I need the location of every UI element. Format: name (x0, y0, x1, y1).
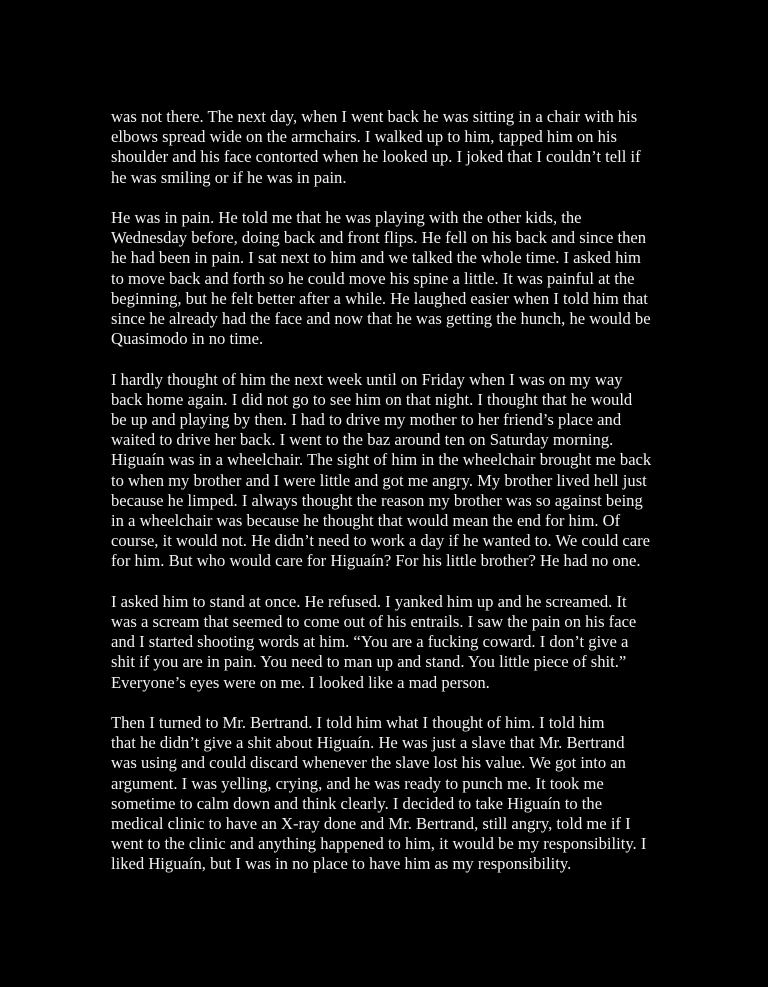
text-line: went to the clinic and anything happened to him, it would be my responsibility. I (111, 834, 647, 854)
paragraph-2 (111, 208, 659, 349)
text-line: waited to drive her back. I went to the baz around ten on Saturday morning. (111, 430, 614, 450)
text-line: Higuaín was in a wheelchair. The sight of him in the wheelchair brought me back (111, 450, 652, 470)
text-line: shit if you are in pain. You need to man up and stand. You little piece of shit.” (111, 652, 627, 672)
text-line: Wednesday before, doing back and front flips. He fell on his back and since then (111, 228, 647, 248)
text-line: Quasimodo in no time. (111, 329, 264, 349)
text-line: since he already had the face and now that he was getting the hunch, he would be (111, 309, 651, 329)
text-line: was using and could discard whenever the slave lost his value. We got into an (111, 753, 626, 773)
text-line: I hardly thought of him the next week until on Friday when I was on my way (111, 369, 623, 389)
text-line: liked Higuaín, but I was in no place to have him as my responsibility. (111, 854, 572, 874)
text-line: He was in pain. He told me that he was playing with the other kids, the (111, 208, 582, 227)
text-line: and I started shooting words at him. “You are a fucking coward. I don’t give a (111, 632, 629, 652)
text-line: beginning, but he felt better after a while. He laughed easier when I told him that (111, 288, 648, 308)
text-line: to move back and forth so he could move his spine a little. It was painful at the (111, 268, 635, 288)
paragraph-5 (111, 713, 659, 875)
text-line: I asked him to stand at once. He refused. I yanked him up and he screamed. It (111, 591, 627, 611)
text-line: to when my brother and I were little and got me angry. My brother lived hell just (111, 470, 647, 490)
text-line: back home again. I did not go to see him on that night. I thought that he would (111, 389, 633, 409)
paragraph-1 (111, 107, 659, 188)
text-line: because he limped. I always thought the reason my brother was so against being (111, 490, 643, 510)
paragraph-4 (111, 592, 659, 693)
text-line: Then I turned to Mr. Bertrand. I told him what I thought of him. I told him (111, 713, 605, 733)
text-line: be up and playing by then. I had to drive my mother to her friend’s place and (111, 410, 622, 430)
paragraph-3 (111, 370, 659, 572)
text-line: Everyone’s eyes were on me. I looked like a mad person. (111, 672, 490, 692)
text-line: was not there. The next day, when I went back he was sitting in a chair with his (111, 107, 638, 126)
text-line: was a scream that seemed to come out of his entrails. I saw the pain on his face (111, 612, 637, 632)
text-line: for him. But who would care for Higuaín? For his little brother? He had no one. (111, 551, 641, 571)
text-line: shoulder and his face contorted when he looked up. I joked that I couldn’t tell if (111, 147, 641, 167)
text-line: in a wheelchair was because he thought that would mean the end for him. Of (111, 511, 621, 531)
text-line: argument. I was yelling, crying, and he was ready to punch me. It took me (111, 773, 604, 793)
text-line: that he didn’t give a shit about Higuaín. He was just a slave that Mr. Bertrand (111, 733, 625, 753)
text-line: sometime to calm down and think clearly. I decided to take Higuaín to the (111, 793, 603, 813)
text-line: elbows spread wide on the armchairs. I walked up to him, tapped him on his (111, 127, 617, 147)
text-line: course, it would not. He didn’t need to work a day if he wanted to. We could care (111, 531, 651, 551)
text-line: medical clinic to have an X-ray done and Mr. Bertrand, still angry, told me if I (111, 814, 631, 834)
text-line: he had been in pain. I sat next to him and we talked the whole time. I asked him (111, 248, 641, 268)
document-body (111, 107, 659, 895)
text-line: he was smiling or if he was in pain. (111, 167, 347, 187)
